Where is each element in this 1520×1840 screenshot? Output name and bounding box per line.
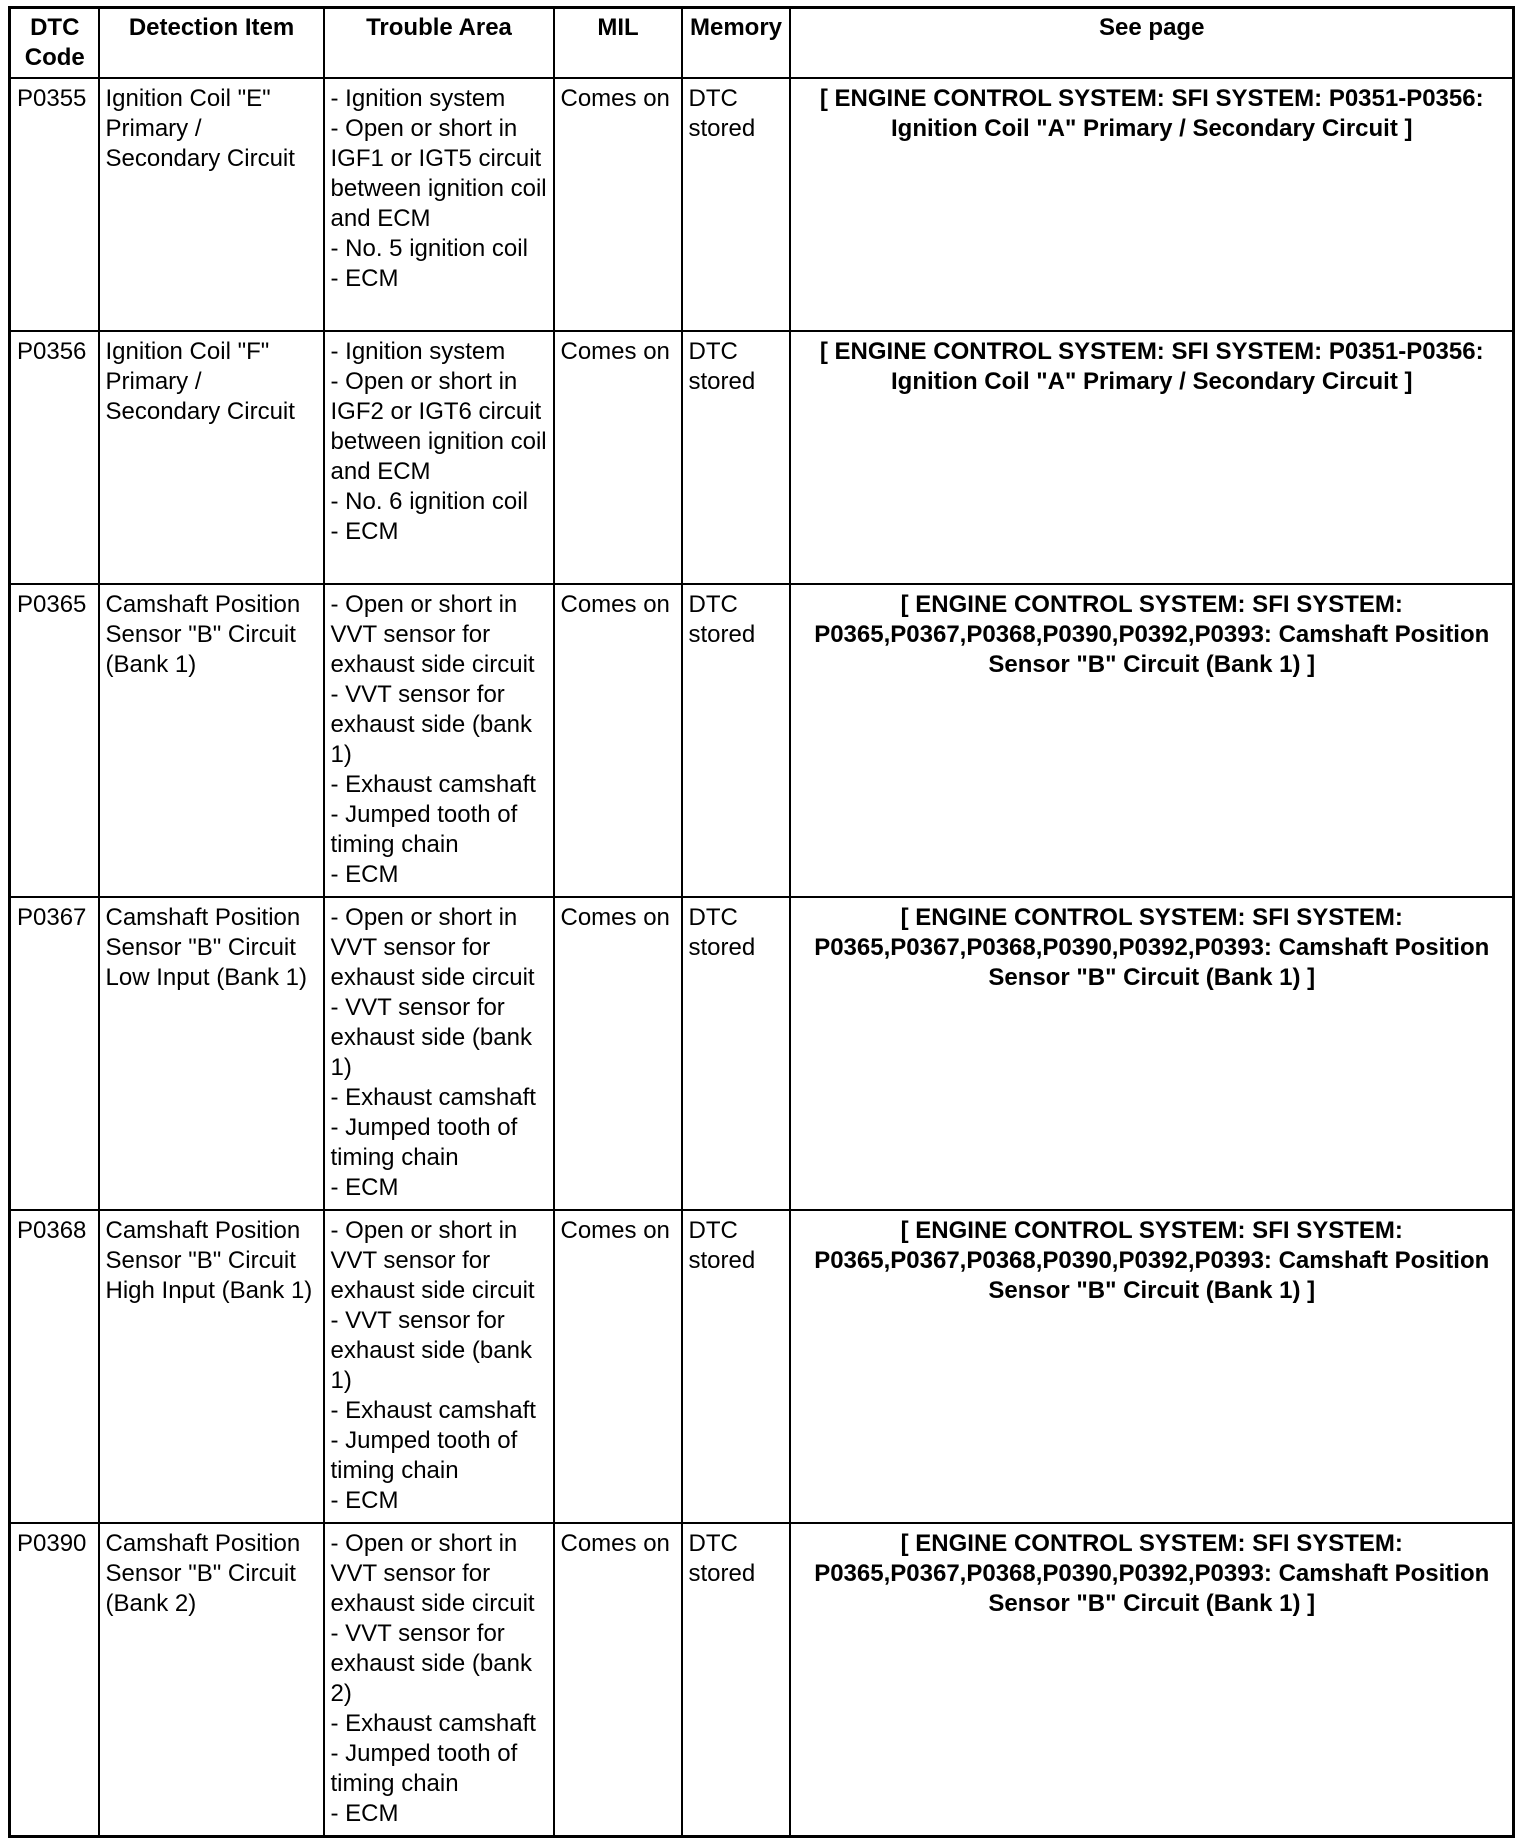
mil-cell: Comes on bbox=[554, 331, 682, 584]
trouble-area-cell: - Ignition system - Open or short in IGF2 or IGT6 circuit between ignition coil and ECM - No. 6 ignition coil - ECM bbox=[324, 331, 554, 584]
dtc-code-cell: P0365 bbox=[10, 584, 99, 897]
trouble-area-cell: - Open or short in VVT sensor for exhaust side circuit - VVT sensor for exhaust side (bank 2) - Exhaust camshaft - Jumped tooth of timing chain - ECM bbox=[324, 1523, 554, 1836]
detection-item-cell: Ignition Coil "F" Primary / Secondary Circuit bbox=[99, 331, 324, 584]
mil-cell: Comes on bbox=[554, 78, 682, 331]
table-row bbox=[10, 1523, 1514, 1836]
dtc-code-cell: P0390 bbox=[10, 1523, 99, 1836]
header-trouble-area: Trouble Area bbox=[324, 8, 554, 79]
see-page-link[interactable]: [ ENGINE CONTROL SYSTEM: SFI SYSTEM: P0351-P0356: Ignition Coil "A" Primary / Secondary Circuit ] bbox=[790, 331, 1514, 584]
see-page-link[interactable]: [ ENGINE CONTROL SYSTEM: SFI SYSTEM: P0365,P0367,P0368,P0390,P0392,P0393: Camshaft Position Sensor "B" Circuit (Bank 1) ] bbox=[790, 1210, 1514, 1523]
detection-item-cell: Camshaft Position Sensor "B" Circuit High Input (Bank 1) bbox=[99, 1210, 324, 1523]
table-row bbox=[10, 897, 1514, 1210]
mil-cell: Comes on bbox=[554, 1210, 682, 1523]
dtc-code-cell: P0368 bbox=[10, 1210, 99, 1523]
mil-cell: Comes on bbox=[554, 584, 682, 897]
table-row bbox=[10, 78, 1514, 331]
detection-item-cell: Camshaft Position Sensor "B" Circuit Low Input (Bank 1) bbox=[99, 897, 324, 1210]
header-mil: MIL bbox=[554, 8, 682, 79]
table-row bbox=[10, 584, 1514, 897]
see-page-link[interactable]: [ ENGINE CONTROL SYSTEM: SFI SYSTEM: P0365,P0367,P0368,P0390,P0392,P0393: Camshaft Position Sensor "B" Circuit (Bank 1) ] bbox=[790, 1523, 1514, 1836]
table-row bbox=[10, 1210, 1514, 1523]
memory-cell: DTC stored bbox=[682, 897, 790, 1210]
table-header-row bbox=[10, 8, 1514, 79]
trouble-area-cell: - Open or short in VVT sensor for exhaust side circuit - VVT sensor for exhaust side (bank 1) - Exhaust camshaft - Jumped tooth of timing chain - ECM bbox=[324, 897, 554, 1210]
see-page-link[interactable]: [ ENGINE CONTROL SYSTEM: SFI SYSTEM: P0365,P0367,P0368,P0390,P0392,P0393: Camshaft Position Sensor "B" Circuit (Bank 1) ] bbox=[790, 584, 1514, 897]
memory-cell: DTC stored bbox=[682, 78, 790, 331]
dtc-code-cell: P0356 bbox=[10, 331, 99, 584]
table-row bbox=[10, 331, 1514, 584]
memory-cell: DTC stored bbox=[682, 1523, 790, 1836]
trouble-area-cell: - Open or short in VVT sensor for exhaust side circuit - VVT sensor for exhaust side (bank 1) - Exhaust camshaft - Jumped tooth of timing chain - ECM bbox=[324, 584, 554, 897]
header-see-page: See page bbox=[790, 8, 1514, 79]
see-page-link[interactable]: [ ENGINE CONTROL SYSTEM: SFI SYSTEM: P0365,P0367,P0368,P0390,P0392,P0393: Camshaft Position Sensor "B" Circuit (Bank 1) ] bbox=[790, 897, 1514, 1210]
detection-item-cell: Camshaft Position Sensor "B" Circuit (Bank 1) bbox=[99, 584, 324, 897]
trouble-area-cell: - Ignition system - Open or short in IGF1 or IGT5 circuit between ignition coil and ECM - No. 5 ignition coil - ECM bbox=[324, 78, 554, 331]
memory-cell: DTC stored bbox=[682, 1210, 790, 1523]
see-page-link[interactable]: [ ENGINE CONTROL SYSTEM: SFI SYSTEM: P0351-P0356: Ignition Coil "A" Primary / Secondary Circuit ] bbox=[790, 78, 1514, 331]
mil-cell: Comes on bbox=[554, 897, 682, 1210]
memory-cell: DTC stored bbox=[682, 584, 790, 897]
trouble-area-cell: - Open or short in VVT sensor for exhaust side circuit - VVT sensor for exhaust side (bank 1) - Exhaust camshaft - Jumped tooth of timing chain - ECM bbox=[324, 1210, 554, 1523]
header-memory: Memory bbox=[682, 8, 790, 79]
memory-cell: DTC stored bbox=[682, 331, 790, 584]
dtc-code-cell: P0367 bbox=[10, 897, 99, 1210]
header-detection-item: Detection Item bbox=[99, 8, 324, 79]
detection-item-cell: Ignition Coil "E" Primary / Secondary Circuit bbox=[99, 78, 324, 331]
dtc-code-cell: P0355 bbox=[10, 78, 99, 331]
header-dtc-code: DTC Code bbox=[10, 8, 99, 79]
detection-item-cell: Camshaft Position Sensor "B" Circuit (Bank 2) bbox=[99, 1523, 324, 1836]
dtc-table bbox=[8, 6, 1515, 1838]
mil-cell: Comes on bbox=[554, 1523, 682, 1836]
